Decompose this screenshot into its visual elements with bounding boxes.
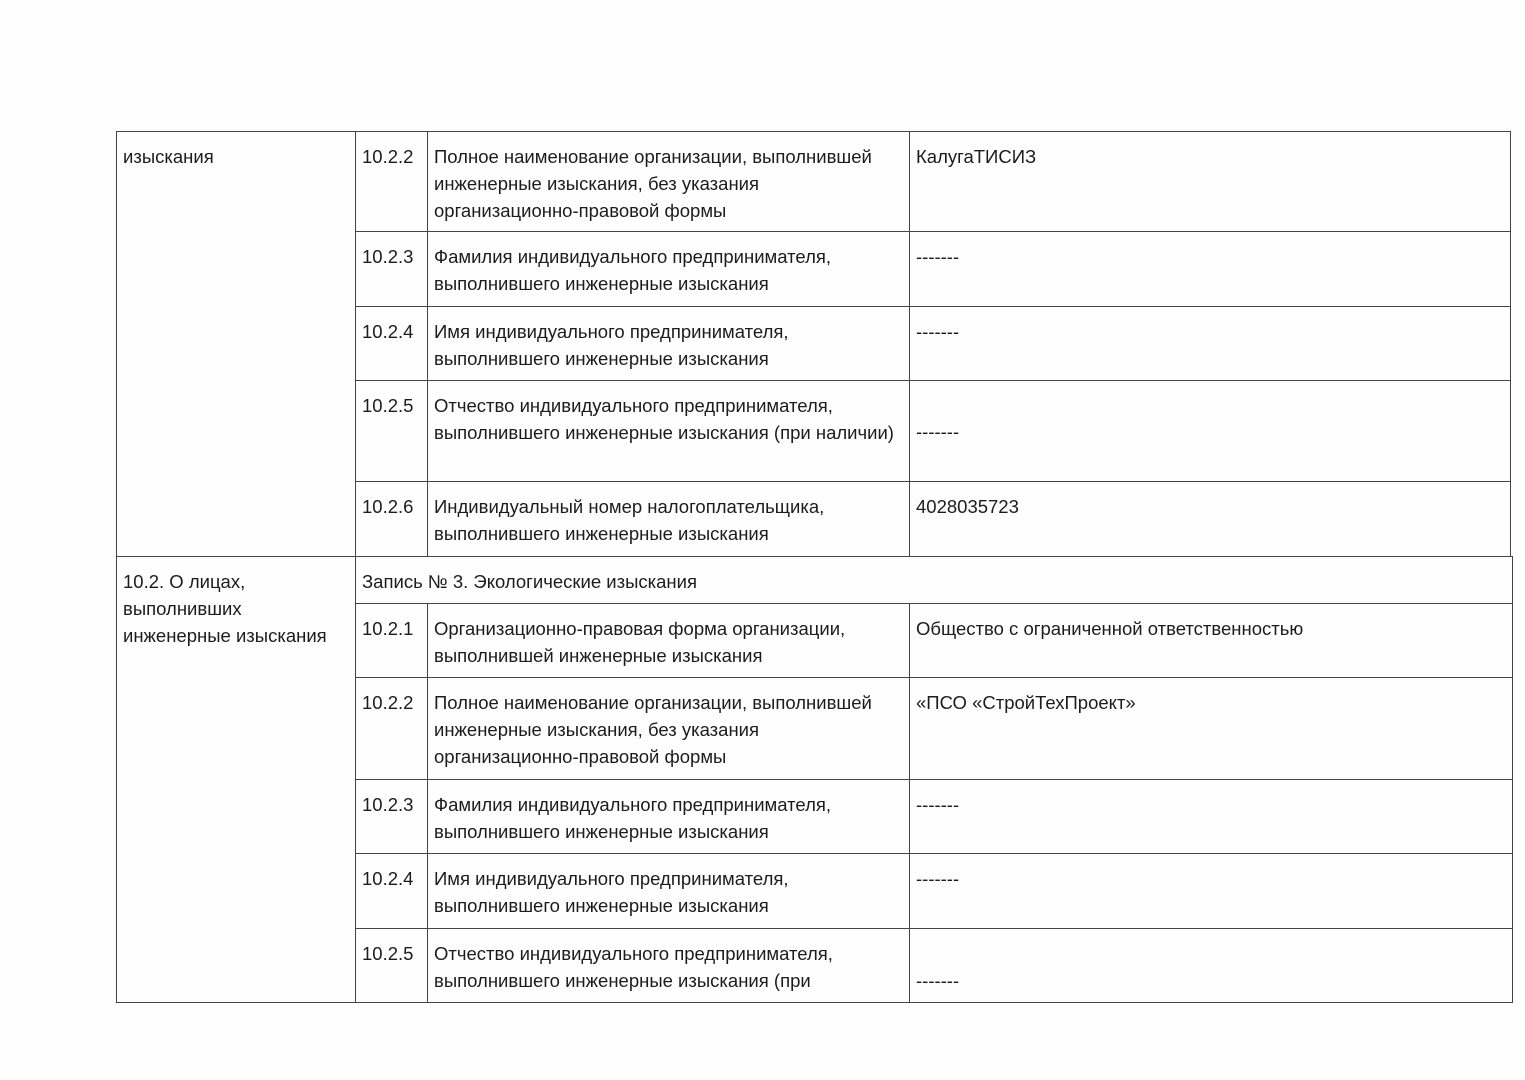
item-value: Общество с ограниченной ответственностью [910, 604, 1513, 678]
engineering-surveys-table-part2 [116, 556, 1513, 1003]
item-number: 10.2.2 [356, 132, 428, 232]
item-value: ------- [910, 929, 1513, 1003]
item-value: ------- [910, 381, 1511, 482]
item-number: 10.2.6 [356, 482, 428, 557]
section-label: изыскания [117, 132, 356, 557]
engineering-surveys-table-part1 [116, 131, 1511, 557]
item-value: ------- [910, 854, 1513, 929]
item-label: Индивидуальный номер налогоплательщика, выполнившего инженерные изыскания [428, 482, 910, 557]
item-value: ------- [910, 780, 1513, 854]
item-label: Организационно-правовая форма организации, выполнившей инженерные изыскания [428, 604, 910, 678]
item-number: 10.2.5 [356, 929, 428, 1003]
item-label: Отчество индивидуального предпринимателя, выполнившего инженерные изыскания (при [428, 929, 910, 1003]
item-number: 10.2.4 [356, 854, 428, 929]
record-header-row [117, 557, 1513, 604]
item-value: 4028035723 [910, 482, 1511, 557]
item-number: 10.2.2 [356, 678, 428, 780]
item-label: Полное наименование организации, выполнившей инженерные изыскания, без указания организационно-правовой формы [428, 678, 910, 780]
item-number: 10.2.5 [356, 381, 428, 482]
item-number: 10.2.3 [356, 232, 428, 307]
item-label: Имя индивидуального предпринимателя, выполнившего инженерные изыскания [428, 854, 910, 929]
item-label: Полное наименование организации, выполнившей инженерные изыскания, без указания организационно-правовой формы [428, 132, 910, 232]
item-label: Имя индивидуального предпринимателя, выполнившего инженерные изыскания [428, 307, 910, 381]
record-title: Запись № 3. Экологические изыскания [356, 557, 1513, 604]
item-number: 10.2.3 [356, 780, 428, 854]
item-number: 10.2.4 [356, 307, 428, 381]
item-label: Фамилия индивидуального предпринимателя, выполнившего инженерные изыскания [428, 232, 910, 307]
item-value: ------- [910, 307, 1511, 381]
section-label: 10.2. О лицах, выполнивших инженерные изыскания [117, 557, 356, 1003]
item-label: Фамилия индивидуального предпринимателя, выполнившего инженерные изыскания [428, 780, 910, 854]
item-value: ------- [910, 232, 1511, 307]
item-value: КалугаТИСИЗ [910, 132, 1511, 232]
item-value: «ПСО «СтройТехПроект» [910, 678, 1513, 780]
item-number: 10.2.1 [356, 604, 428, 678]
item-label: Отчество индивидуального предпринимателя, выполнившего инженерные изыскания (при наличии) [428, 381, 910, 482]
table-row [117, 132, 1511, 232]
